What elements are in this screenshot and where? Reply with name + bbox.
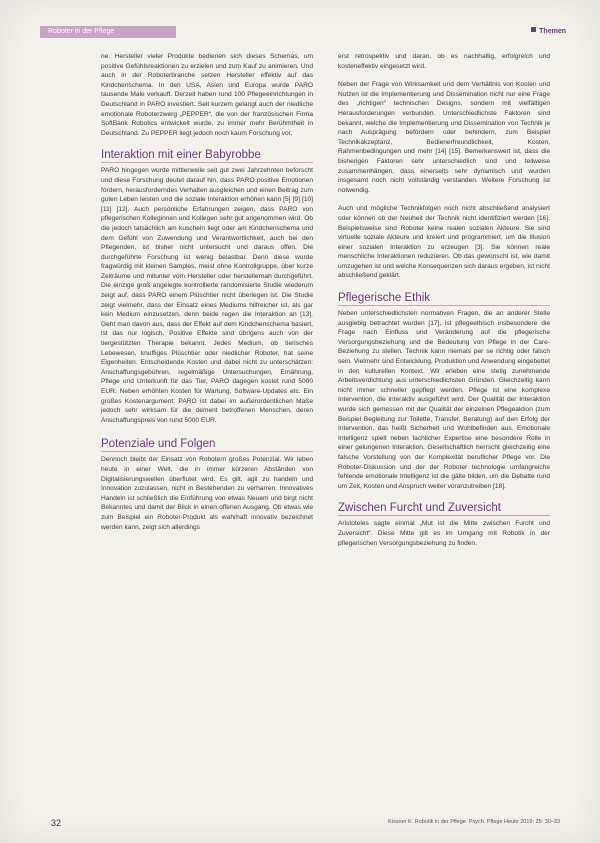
- topic-label-text: Themen: [539, 28, 566, 35]
- topic-label: [531, 26, 566, 38]
- heading-furcht-zuversicht: Zwischen Furcht und Zuversicht: [338, 502, 501, 515]
- right-column: [338, 52, 550, 548]
- heading-potenziale: Potenziale und Folgen: [101, 438, 216, 451]
- section-header-bar: [40, 26, 176, 38]
- footer-citation: Kissner K. Robotik in der Pflege. Psych. Pflege Heute 2019; 25: 30–33: [388, 819, 560, 825]
- heading-interaktion: Interaktion mit einer Babyrobbe: [101, 149, 261, 162]
- paragraph-pflegerische-ethik: Neben unterschiedlichsten normativen Fragen, die an anderer Stelle ausgiebig betrachtet wurden [17], ist pflegeethisch insbesondere die Frage nach Einfluss und Veränderung auf die pflegerische Versorgungsbeziehung und die Bedeutung von Pflege in der Care-Beziehung zu stellen. Technik kann niemals per se richtig oder falsch sein. Vielmehr sind Entwicklung, Produktion und Anwendung eingebettet in den kulturellen Kontext. Wir erleben eine stetig zunehmende Arbeitsverdichtung aus unterschiedlichsten Gründen. Gleichzeitig kann nicht immer schneller gepflegt werden. Pflege ist eine komplexe Intervention, die interaktiv ausgeführt wird. Der Qualität der Interaktion wurde sich gemessen mit der Qualität der einzelnen Pflegeaktion (zum Beispiel Begleitung zur Toilette, Transfer, Beratung) auf den Erfolg der Intervention, das heißt Sicherheit und Wohlbefinden aus. Emotionale Intelligenz spielt neben fachlicher Expertise eine besondere Rolle in einer gelungenen Interaktion. Gesellschaftlich herrscht gleichzeitig eine falsche Vorstellung von der Komplexität beruflicher Pflege vor. Die Roboter-Diskussion und der der Roboter technologie umfangreiche fehlende emotionale Intelligenz ist die gälte bilden, um die Debatte rund um Zeit, Kosten und Anspruch weiter voranzutreiben [18].: [338, 310, 550, 490]
- paragraph-furcht-zuversicht: Aristoteles sagte einmal „Mut ist die Mitte zwischen Furcht und Zuversicht“. Diese Mitte gilt es im Umgang mit Robotik in der pflegerischen Versorgungsbeziehung zu finden.: [338, 520, 550, 547]
- paragraph-interaktion: PARO hingegen wurde mittlerweile seit gut zwei Jahrzehnten beforscht und diese Forschung deutet darauf hin, dass PARO positive Emotionen fördern, herausforderndes Verhalten ausgleichen und einen Beitrag zum guten Leben leisten und die soziale Interaktion erhöhen kann [5] [9] [10] [11] [12]. Auch persönliche Erfahrungen zeigen, dass PARO von pflegerischen Kolleginnen und Kollegen sehr gut angenommen wird. Ob die jedoch tatsächlich am kuscheln liegt oder am Kindchenschema und dem Gefühl von Zuwendung und Verantwortlichkeit, auch bei den Pflegenden, ist bisher nicht untersucht und daraus offen. Die durchgeführte Forschung ist wenig belastbar. Denn diese wurde fragwürdig mit kleinen Samples, meist ohne Kontrollgruppe, über kurze Zeiträume und mitunter vom Hersteller oder herstellernah durchgeführt. Die einzige groß angelegte kontrollierte randomisierte Studie wiederum zeigt auf, dass PARO einem Plüschtier nicht überlegen ist. Die Studie zeigt vielmehr, dass der Einsatz eines Mediums hilfreicher ist, als gar kein Medium einzusetzen, denn beide regen die Interaktion an [13]. Geht man davon aus, dass der Effekt auf dem Kindchenschema basiert, ist das nur logisch. Positive Effekte sind übrigens auch von der tiergestützten Therapie bekannt. Jedes Medium, ob tierisches Lebewesen, knuffiges Plüschtier oder niedlicher Roboter, hat seine Eigenheiten. Entscheidende Kosten und dabei nicht zu unterschätzen: Anschaffungsgebühren, regelmäßige Untersuchungen, Ernährung, Pflege und Unterkunft für das Tier, PARO dagegen kostet rund 5000 EUR. Neben erhöhten Kosten für Wartung, Software-Updates etc. Ein großes Kostenargument: PARO ist dabei im außerordentlichen Maße jedoch sehr wirksam für die dement betroffenen Menschen, deren Anschaffungspreis von rund 5000 EUR.: [101, 167, 313, 424]
- section-header-label: Roboter in der Pflege: [48, 28, 115, 35]
- square-bullet-icon: [531, 27, 536, 32]
- paragraph-potenziale: Dennoch bleibt der Einsatz von Robotern großes Potenzial. Wir leben heute in einer Welt, die in immer kürzeren Abständen von Digitalisierungswellen überflutet wird. Es gilt, agil zu handeln und Innovation zuzulassen, nicht in Bestehenden zu verharren. Innovatives Handeln ist schließlich die Einführung von etwas Neuem und birgt nicht Bekanntes und damit der Blick in einen offenen Ausgang. Ob etwas wie zum Beispiel ein Roboter-Produkt als wahrhaft innovativ bezeichnet werden kann, zeigt sich allerdings: [101, 456, 313, 531]
- paragraph-retrospektiv: erst retrospektiv und daran, ob es nachhaltig, erfolgreich und kosteneffektiv eingesetzt wird.: [338, 53, 550, 70]
- intro-paragraph: ne. Hersteller vieler Produkte bedienen sich dieses Schemas, um positive Gefühlsreaktionen zu erzielen und zum Kauf zu animieren. Und auch in der Roboterbranche setzen Hersteller effektiv auf das Kindchenschema. In den USA, Asien und Europa wurde PARO tausende Male verkauft. Derzeit haben rund 100 Pflegeeinrichtungen in Deutschland in PARO investiert. Seit kurzem gelangt auch der niedliche emotionale Roboterzwerg „PEPPER“, die von der französischen Firma SoftBank Robotics entwickelt wurde, zu immer mehr Berühmtheit in Deutschland. Zu PEPPER liegt jedoch noch kaum Forschung vor.: [101, 53, 313, 137]
- paragraph-technikfolgen: Auch und mögliche Technikfolgen noch nicht abschließend analysiert oder können ob der Neuheit der Technik nicht identifiziert werden [16]. Beispielsweise sind Roboter keine realen sozialen Akteure. Sie sind virtuelle soziale Akteure und kreiert und programmiert, um die Illusion einer sozialen Interaktion zu erzeugen [3]. Sie können reale menschliche Interaktionen reduzieren. Ob das gewünscht ist, wie damit umzugehen ist und welche Konsequenzen sich daraus ergeben, ist nicht abschließend geklärt.: [338, 205, 550, 280]
- page-number: 32: [51, 818, 62, 828]
- heading-pflegerische-ethik: Pflegerische Ethik: [338, 292, 431, 305]
- paragraph-implementierung: Neben der Frage von Wirksamkeit und dem Verhältnis von Kosten und Nutzen ist die Implementierung und Dissemination nicht nur eine Frage des „richtigen“ technischen Designs, sondern mit vielfältigen Herausforderungen verbunden. Unterschiedlichste Faktoren sind bekannt, welche die Implementierung und Dissemination von Technik je nach Ausprägung befördern oder behindern, zum Beispiel Technikakzeptanz, Bedienerfreundlichkeit, Kosten, Rahmenbedingungen und mehr [14] [15]. Bemerkenswert ist, dass die bisherigen Faktoren sehr unterschiedlich sind und teilweise zusammenhängen, dass einerseits sehr dynamisch und wurden insgesamt noch nicht vollständig verstanden. Weitere Forschung ist notwendig.: [338, 81, 550, 194]
- left-column: [101, 52, 313, 532]
